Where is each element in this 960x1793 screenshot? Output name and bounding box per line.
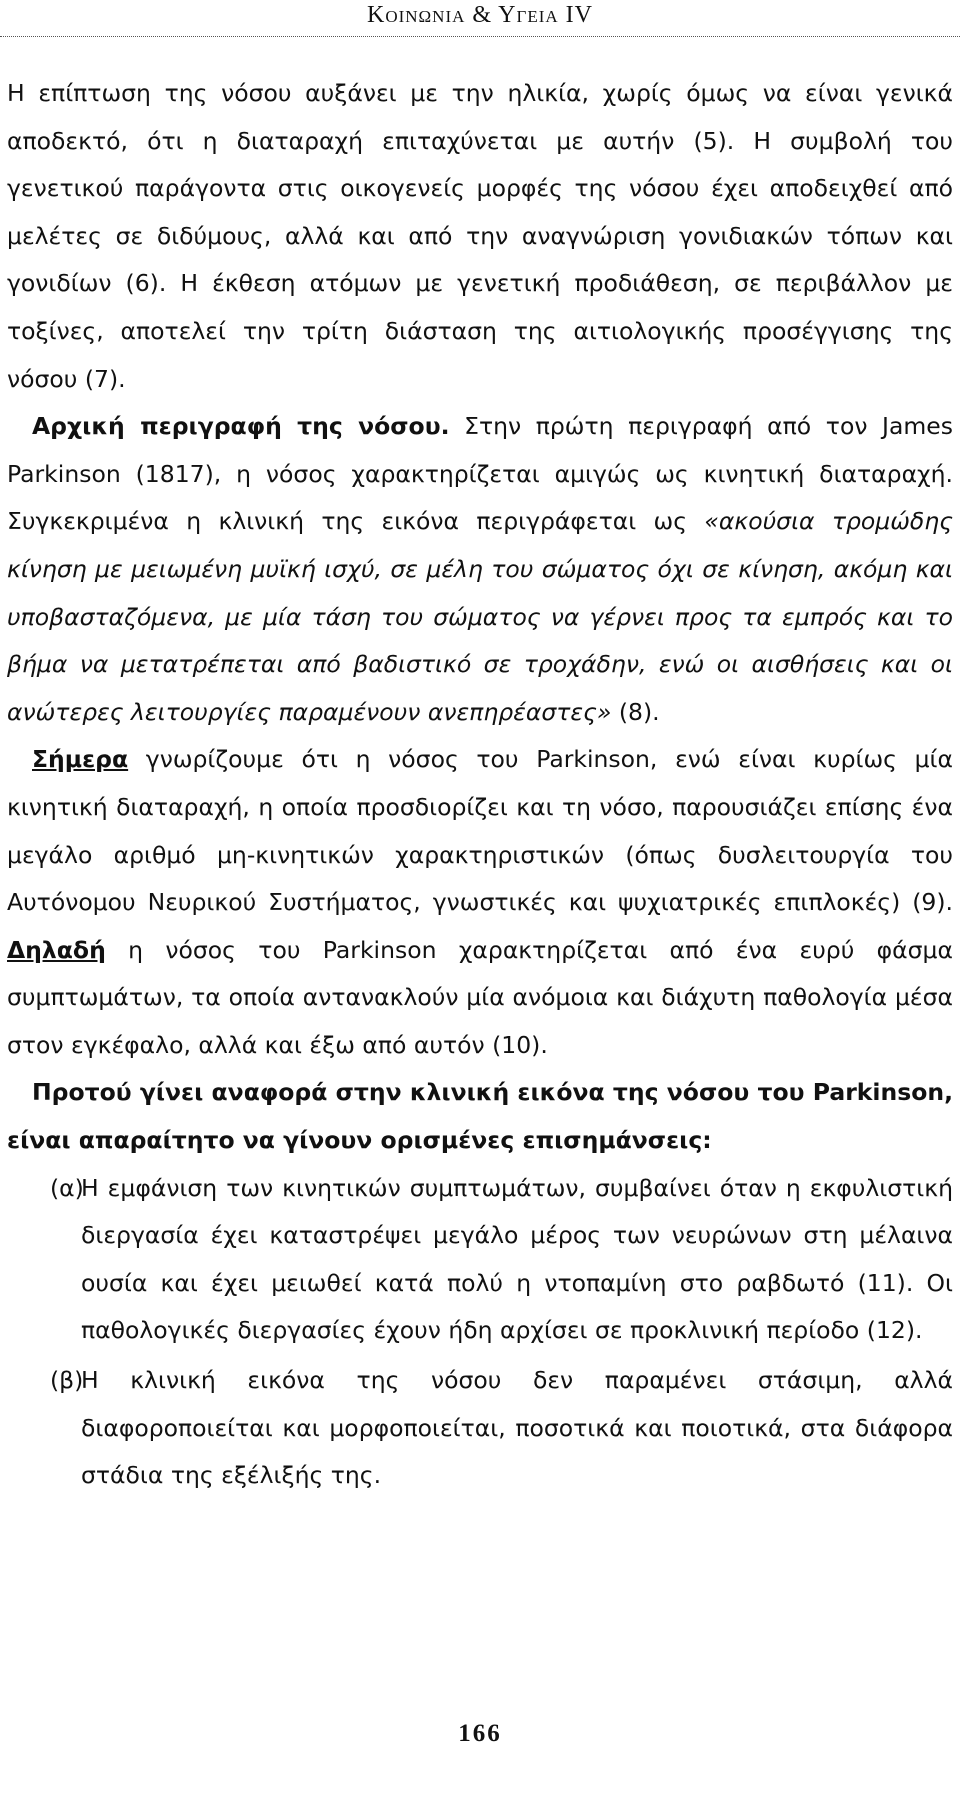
paragraph-text: Στην πρώτη περιγραφή από τον James Parkinson (1817), η νόσος χαρακτηρίζεται αμιγώς ως κινητική διαταραχή. Συγκεκριμένα η κλινική της εικόνα περιγράφεται ως — [7, 412, 953, 536]
paragraph-text: η νόσος του Parkinson χαρακτηρίζεται από ένα ευρύ φάσμα συμπτωμάτων, τα οποία αντανακλούν μία ανόμοια και διάχυτη παθολογία μέσα στον εγκέφαλο, αλλά και έξω από αυτόν (10). — [7, 935, 953, 1059]
emphasis-namely: Δηλαδή — [7, 935, 106, 964]
running-head: Κοινωνια & Υγεια IV — [367, 2, 593, 28]
list-item-text: Η κλινική εικόνα της νόσου δεν παραμένει στάσιμη, αλλά διαφοροποιείται και μορφοποιείται, ποσοτικά και ποιοτικά, στα διάφορα στάδια της εξέλιξής της. — [81, 1366, 953, 1490]
header-rule — [0, 36, 960, 37]
paragraph-remarks-heading: Προτού γίνει αναφορά στην κλινική εικόνα της νόσου του Parkinson, είναι απαραίτητο να γίνουν ορισμένες επισημάνσεις: — [7, 1078, 953, 1155]
list-item — [7, 1357, 953, 1500]
list-item-text: Η εμφάνιση των κινητικών συμπτωμάτων, συμβαίνει όταν η εκφυλιστική διεργασία έχει καταστρέψει μεγάλο μέρος των νευρώνων στη μέλαινα ουσία και έχει μειωθεί κατά πολύ η ντοπαμίνη στο ραβδωτό (11). Οι παθολογικές διεργασίες έχουν ήδη αρχίσει σε προκλινική περίοδο (12). — [81, 1173, 953, 1345]
citation: (8). — [611, 697, 660, 726]
list-marker: (α) — [50, 1173, 84, 1202]
page-number: 166 — [458, 1720, 502, 1747]
emphasis-today: Σήμερα — [32, 745, 129, 774]
list-marker: (β) — [50, 1366, 84, 1395]
paragraph-initial-description — [7, 403, 953, 736]
list-item — [7, 1165, 953, 1355]
body-text — [7, 70, 953, 1502]
paragraph-epidemiology: Η επίπτωση της νόσου αυξάνει με την ηλικία, χωρίς όμως να είναι γενικά αποδεκτό, ότι η διαταραχή επιταχύνεται με αυτήν (5). Η συμβολή του γενετικού παράγοντα στις οικογενείς μορφές της νόσου έχει αποδειχθεί από μελέτες σε διδύμους, αλλά και από την αναγνώριση γονιδιακών τόπων και γονιδίων (6). Η έκθεση ατόμων με γενετική προδιάθεση, σε περιβάλλον με τοξίνες, αποτελεί την τρίτη διάσταση της αιτιολογικής προσέγγισης της νόσου (7). — [7, 79, 953, 393]
parkinson-quote: «ακούσια τρομώδης κίνηση με μειωμένη μυϊκή ισχύ, σε μέλη του σώματος όχι σε κίνηση, ακόμη και υποβασταζόμενα, με μία τάση του σώματος να γέρνει προς τα εμπρός και το βήμα να μετατρέπεται από βαδιστικό σε τροχάδην, ενώ οι αισθήσεις και οι ανώτερες λειτουργίες παραμένουν ανεπηρέαστες» — [7, 507, 953, 726]
paragraph-today — [7, 736, 953, 1069]
paragraph-text: γνωρίζουμε ότι η νόσος του Parkinson, ενώ είναι κυρίως μία κινητική διαταραχή, η οποία προσδιορίζει και τη νόσο, παρουσιάζει επίσης ένα μεγάλο αριθμό μη-κινητικών χαρακτηριστικών (όπως δυσλειτουργία του Αυτόνομου Νευρικού Συστήματος, γνωστικές και ψυχιατρικές επιπλοκές) (9). — [7, 745, 953, 917]
section-lead-heading: Αρχική περιγραφή της νόσου. — [32, 412, 450, 441]
